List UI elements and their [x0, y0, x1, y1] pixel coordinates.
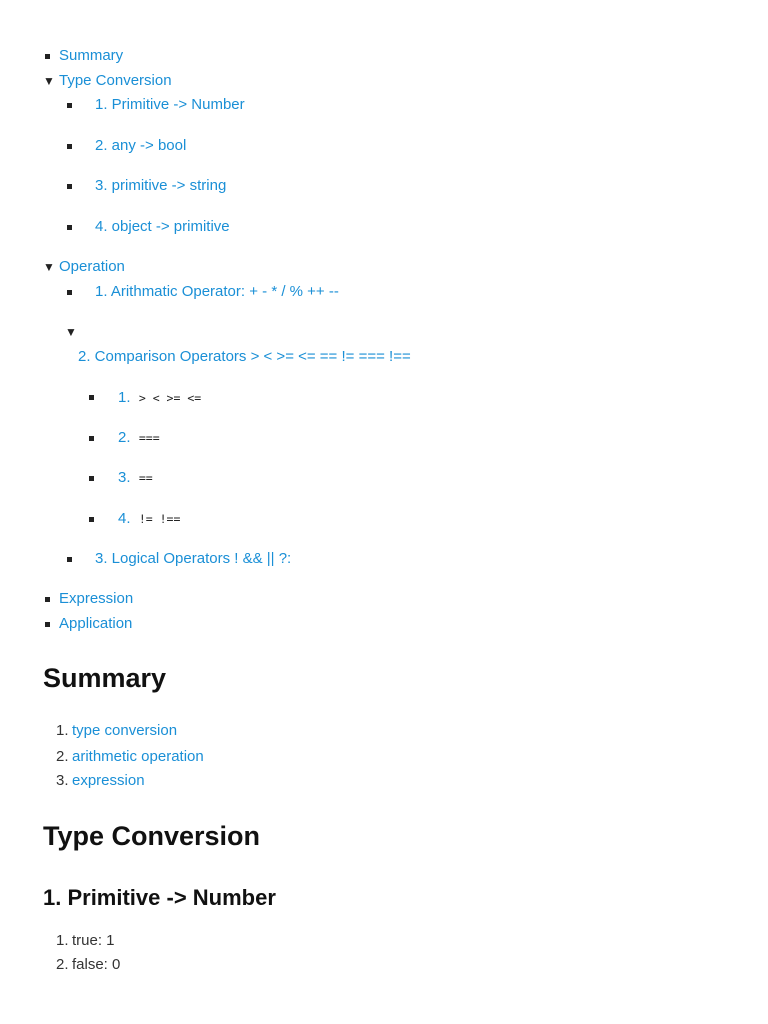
code-text: ==	[138, 471, 153, 485]
code-text: > < >= <=	[138, 391, 202, 405]
list-item: 2. arithmetic operation	[56, 748, 204, 765]
list-item-text: true: 1	[72, 932, 115, 949]
toc-link-expression[interactable]: Expression	[59, 590, 134, 607]
toc-link-object-primitive[interactable]: 4. object -> primitive	[95, 218, 230, 235]
toc-link-logical-operators[interactable]: 3. Logical Operators ! && || ?:	[95, 550, 292, 567]
sub-number[interactable]: 4.	[118, 510, 131, 527]
bullet-square-icon	[67, 225, 72, 230]
list-item: 3. expression	[56, 772, 145, 789]
bullet-square-icon	[67, 290, 72, 295]
code-text: != !==	[138, 512, 181, 526]
toc-link-comparison-2[interactable]	[118, 429, 160, 447]
triangle-down-icon[interactable]: ▼	[65, 325, 77, 339]
triangle-down-icon[interactable]: ▼	[43, 260, 55, 274]
subheading-primitive-number: 1. Primitive -> Number	[43, 885, 276, 910]
toc-link-arithmatic-operator[interactable]: 1. Arithmatic Operator: + - * / % ++ --	[95, 283, 339, 300]
code-text: ===	[138, 431, 160, 445]
bullet-square-icon	[89, 436, 94, 441]
bullet-square-icon	[89, 476, 94, 481]
heading-summary: Summary	[43, 663, 167, 693]
summary-link-arithmetic-operation[interactable]: arithmetic operation	[72, 748, 204, 765]
toc-link-primitive-number[interactable]: 1. Primitive -> Number	[95, 96, 245, 113]
summary-link-type-conversion[interactable]: type conversion	[72, 722, 178, 739]
toc-link-operation[interactable]: Operation	[59, 258, 125, 275]
toc-link-type-conversion[interactable]: Type Conversion	[59, 72, 172, 89]
sub-number[interactable]: 2.	[118, 429, 131, 446]
list-item: 2. false: 0	[56, 956, 121, 973]
bullet-square-icon	[67, 144, 72, 149]
list-item-text: false: 0	[72, 956, 121, 973]
toc-link-any-bool[interactable]: 2. any -> bool	[95, 137, 187, 154]
list-item: 1. type conversion	[56, 722, 178, 739]
list-item: 1. true: 1	[56, 932, 115, 949]
bullet-square-icon	[89, 395, 94, 400]
bullet-square-icon	[67, 103, 72, 108]
bullet-square-icon	[45, 597, 50, 602]
bullet-square-icon	[67, 557, 72, 562]
bullet-square-icon	[45, 622, 50, 627]
toc-link-comparison-1[interactable]	[118, 389, 201, 407]
heading-type-conversion: Type Conversion	[43, 821, 261, 851]
toc-link-application[interactable]: Application	[59, 615, 133, 632]
bullet-square-icon	[67, 184, 72, 189]
toc-link-comparison-4[interactable]	[118, 510, 180, 528]
triangle-down-icon[interactable]: ▼	[43, 74, 55, 88]
toc-link-comparison-3[interactable]	[118, 469, 153, 487]
toc-link-summary[interactable]: Summary	[59, 47, 124, 64]
toc-link-primitive-string[interactable]: 3. primitive -> string	[95, 177, 227, 194]
sub-number[interactable]: 1.	[118, 389, 131, 406]
sub-number[interactable]: 3.	[118, 469, 131, 486]
bullet-square-icon	[45, 54, 50, 59]
bullet-square-icon	[89, 517, 94, 522]
toc-link-comparison-operators[interactable]: 2. Comparison Operators > < >= <= == != === !==	[78, 348, 411, 365]
summary-link-expression[interactable]: expression	[72, 772, 145, 789]
